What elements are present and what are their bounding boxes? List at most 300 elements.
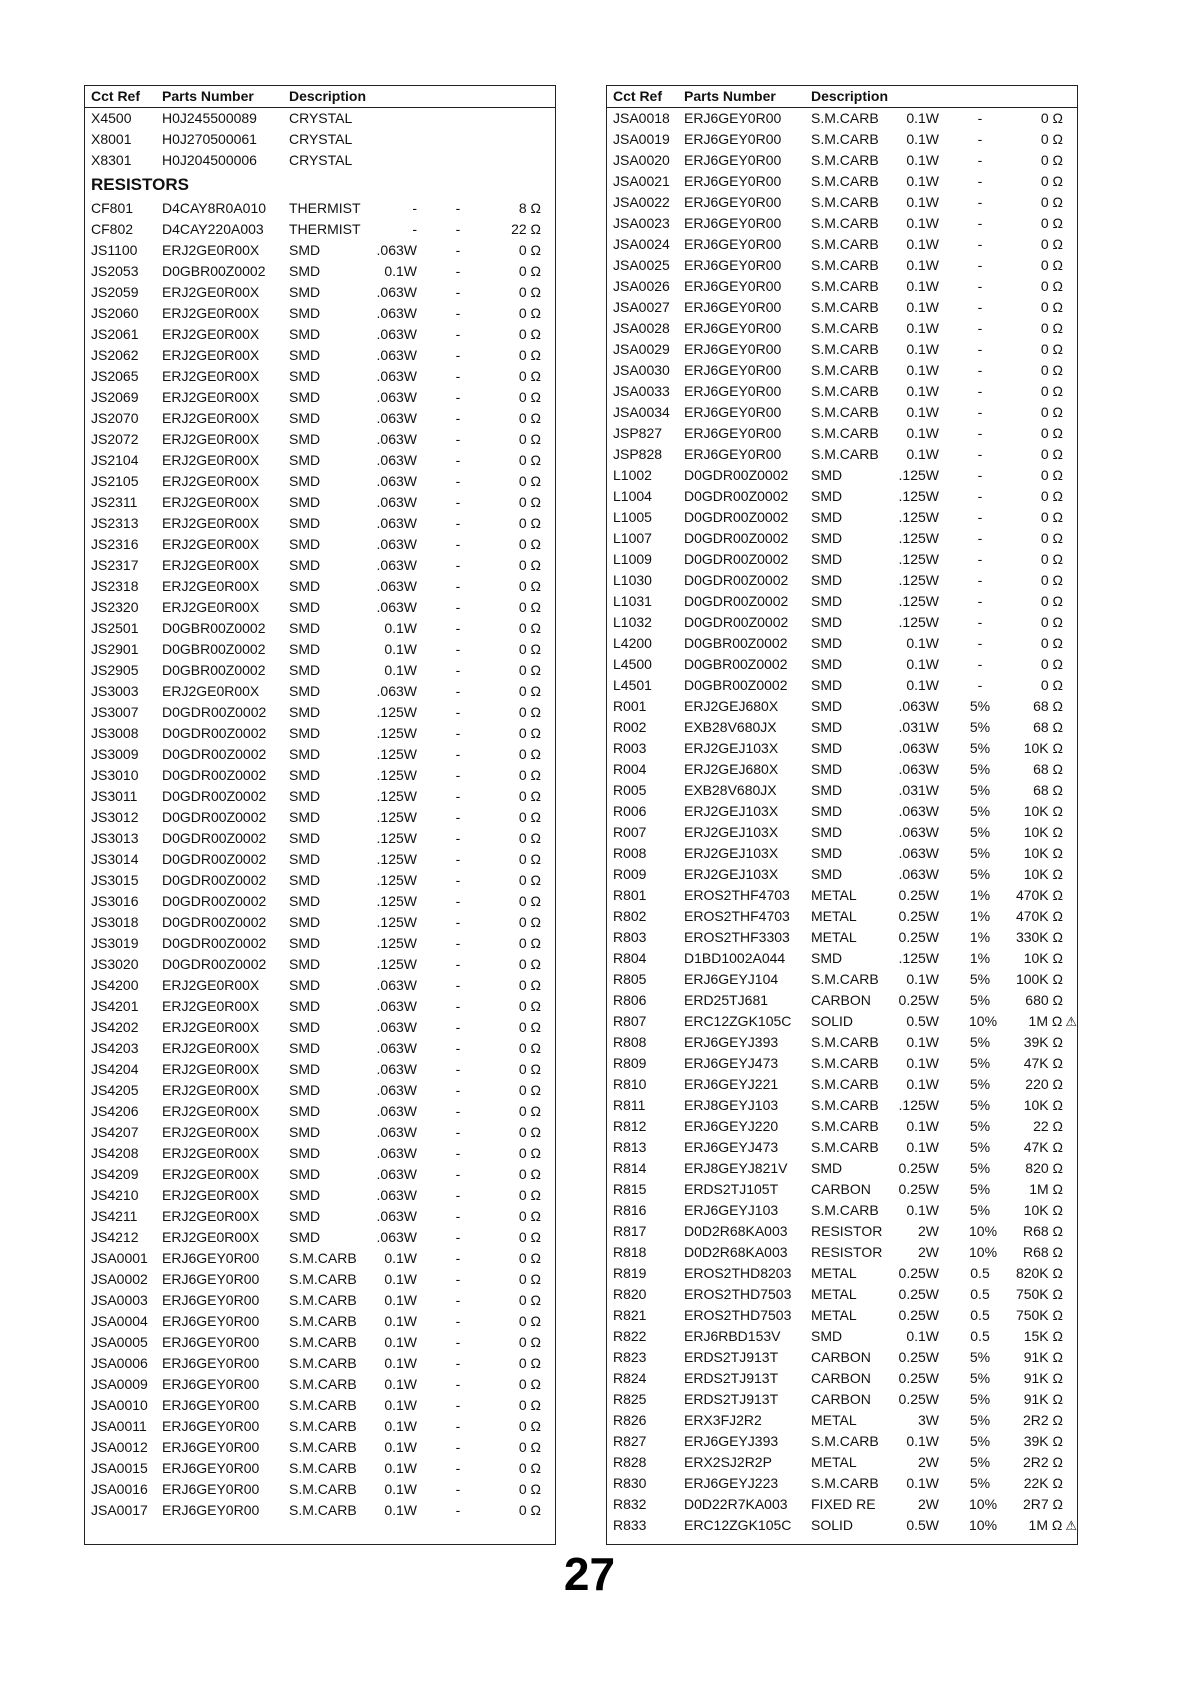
tolerance-cell: - xyxy=(455,1229,461,1245)
table-row xyxy=(607,1494,1077,1515)
tolerance-cell: - xyxy=(455,1082,461,1098)
description-cell: SMD xyxy=(289,998,321,1014)
value-cell: 0 Ω xyxy=(518,1313,541,1329)
wattage-cell: 3W xyxy=(918,1412,939,1428)
description-cell: S.M.CARB xyxy=(811,1433,879,1449)
value-text: 1M Ω xyxy=(1028,1517,1063,1533)
wattage-cell: .125W xyxy=(898,551,939,567)
description-cell: S.M.CARB xyxy=(811,1118,879,1134)
value-cell: 0 Ω xyxy=(518,620,541,636)
description-cell: SMD xyxy=(289,473,321,489)
cct-ref-cell: L1004 xyxy=(613,488,652,504)
parts-number-cell: EXB28V680JX xyxy=(684,782,777,798)
wattage-cell: 0.25W xyxy=(898,1265,939,1281)
description-cell: SMD xyxy=(811,845,843,861)
tolerance-cell: - xyxy=(455,1103,461,1119)
cct-ref-cell: JSA0003 xyxy=(91,1292,148,1308)
cct-ref-cell: R812 xyxy=(613,1118,647,1134)
parts-number-cell: ERJ2GE0R00X xyxy=(162,599,260,615)
parts-number-cell: ERJ6GEY0R00 xyxy=(684,278,782,294)
value-cell: 39K Ω xyxy=(1023,1034,1063,1050)
description-cell: SMD xyxy=(289,746,321,762)
tolerance-cell: 5% xyxy=(969,1139,991,1155)
cct-ref-cell: R830 xyxy=(613,1475,647,1491)
tolerance-cell: - xyxy=(455,893,461,909)
wattage-cell: .125W xyxy=(376,788,417,804)
wattage-cell: .063W xyxy=(376,1166,417,1182)
wattage-cell: 0.1W xyxy=(906,971,939,987)
wattage-cell: .063W xyxy=(376,242,417,258)
cct-ref-cell: JS4201 xyxy=(91,998,139,1014)
value-cell: 0 Ω xyxy=(518,284,541,300)
parts-number-cell: ERJ6GEY0R00 xyxy=(684,425,782,441)
cct-ref-cell: JSA0016 xyxy=(91,1481,148,1497)
wattage-cell: .125W xyxy=(376,830,417,846)
tolerance-cell: 5% xyxy=(969,1433,991,1449)
value-cell: 0 Ω xyxy=(518,1250,541,1266)
tolerance-cell: - xyxy=(455,683,461,699)
parts-number-cell: ERJ2GE0R00X xyxy=(162,368,260,384)
table-row xyxy=(85,576,555,597)
wattage-cell: .063W xyxy=(376,977,417,993)
tolerance-cell: - xyxy=(455,1313,461,1329)
parts-number-cell: H0J245500089 xyxy=(162,110,257,126)
table-row xyxy=(85,1311,555,1332)
left-parts-table xyxy=(84,85,556,1545)
value-cell: 0 Ω xyxy=(1040,257,1063,273)
description-cell: S.M.CARB xyxy=(811,1055,879,1071)
cct-ref-cell: R824 xyxy=(613,1370,647,1386)
parts-number-cell: D0GDR00Z0002 xyxy=(684,593,789,609)
description-cell: S.M.CARB xyxy=(289,1334,357,1350)
cct-ref-cell: JSA0004 xyxy=(91,1313,148,1329)
wattage-cell: .125W xyxy=(898,530,939,546)
value-cell: 22 Ω xyxy=(511,221,541,237)
parts-number-cell: ERJ6GEYJ221 xyxy=(684,1076,779,1092)
value-cell: 0 Ω xyxy=(518,1334,541,1350)
cct-ref-cell: R815 xyxy=(613,1181,647,1197)
table-row xyxy=(85,870,555,891)
table-row xyxy=(85,555,555,576)
parts-number-cell: D0GDR00Z0002 xyxy=(162,893,267,909)
tolerance-cell: - xyxy=(455,305,461,321)
tolerance-cell: 5% xyxy=(969,1055,991,1071)
value-cell: 0 Ω xyxy=(518,1208,541,1224)
parts-number-cell: D0GDR00Z0002 xyxy=(162,725,267,741)
value-cell: 22K Ω xyxy=(1023,1475,1063,1491)
value-cell: 0 Ω xyxy=(518,515,541,531)
description-cell: SMD xyxy=(289,1124,321,1140)
value-cell: 220 Ω xyxy=(1025,1076,1063,1092)
tolerance-cell: 5% xyxy=(969,1034,991,1050)
tolerance-cell: 5% xyxy=(969,719,991,735)
wattage-cell: .063W xyxy=(376,1208,417,1224)
value-cell: 0 Ω xyxy=(1040,194,1063,210)
tolerance-cell: - xyxy=(977,425,983,441)
table-row xyxy=(607,129,1077,150)
parts-number-cell: D0D2R68KA003 xyxy=(684,1223,788,1239)
parts-number-cell: D0GDR00Z0002 xyxy=(684,488,789,504)
parts-number-cell: ERJ6GEY0R00 xyxy=(684,194,782,210)
table-row xyxy=(607,717,1077,738)
parts-number-cell: ERJ2GE0R00X xyxy=(162,1124,260,1140)
description-cell: SMD xyxy=(811,635,843,651)
cct-ref-cell: JSA0021 xyxy=(613,173,670,189)
cct-ref-cell: JS2320 xyxy=(91,599,139,615)
header-cct-ref: Cct Ref xyxy=(91,88,141,104)
description-cell: S.M.CARB xyxy=(289,1502,357,1518)
cct-ref-cell: JSA0009 xyxy=(91,1376,148,1392)
description-cell: S.M.CARB xyxy=(811,404,879,420)
value-cell: 0 Ω xyxy=(518,1397,541,1413)
cct-ref-cell: R820 xyxy=(613,1286,647,1302)
tolerance-cell: - xyxy=(455,347,461,363)
cct-ref-cell: R817 xyxy=(613,1223,647,1239)
tolerance-cell: - xyxy=(455,263,461,279)
value-cell: 0 Ω xyxy=(1040,530,1063,546)
tolerance-cell: - xyxy=(455,599,461,615)
description-cell: SMD xyxy=(811,1328,843,1344)
cct-ref-cell: R827 xyxy=(613,1433,647,1449)
table-row xyxy=(85,1101,555,1122)
parts-number-cell: ERJ6GEY0R00 xyxy=(684,299,782,315)
parts-number-cell: ERJ6GEYJ220 xyxy=(684,1118,779,1134)
table-row xyxy=(607,402,1077,423)
description-cell: SOLID xyxy=(811,1517,854,1533)
value-cell: 10K Ω xyxy=(1023,950,1063,966)
description-cell: SOLID xyxy=(811,1013,854,1029)
table-row xyxy=(607,108,1077,129)
tolerance-cell: 5% xyxy=(969,1160,991,1176)
parts-number-cell: ERJ2GE0R00X xyxy=(162,515,260,531)
cct-ref-cell: R806 xyxy=(613,992,647,1008)
header-cct-ref: Cct Ref xyxy=(613,88,663,104)
description-cell: SMD xyxy=(811,803,843,819)
value-cell: 0 Ω xyxy=(518,1103,541,1119)
tolerance-cell: - xyxy=(455,956,461,972)
tolerance-cell: 10% xyxy=(969,1517,998,1533)
table-row xyxy=(85,1227,555,1248)
tolerance-cell: - xyxy=(455,767,461,783)
table-row xyxy=(607,591,1077,612)
wattage-cell: .125W xyxy=(376,704,417,720)
tolerance-cell: - xyxy=(977,362,983,378)
cct-ref-cell: JS2061 xyxy=(91,326,139,342)
description-cell: SMD xyxy=(289,1166,321,1182)
tolerance-cell: 10% xyxy=(969,1223,998,1239)
cct-ref-cell: JS4210 xyxy=(91,1187,139,1203)
wattage-cell: 0.1W xyxy=(384,662,417,678)
table-row xyxy=(85,513,555,534)
value-cell: 0 Ω xyxy=(518,830,541,846)
value-cell: 0 Ω xyxy=(518,662,541,678)
tolerance-cell: 0.5 xyxy=(970,1265,990,1281)
wattage-cell: 0.1W xyxy=(384,1439,417,1455)
cct-ref-cell: X8301 xyxy=(91,152,132,168)
tolerance-cell: - xyxy=(455,1502,461,1518)
value-cell: 750K Ω xyxy=(1015,1307,1063,1323)
wattage-cell: .125W xyxy=(898,467,939,483)
value-cell: 470K Ω xyxy=(1015,887,1063,903)
description-cell: S.M.CARB xyxy=(811,1076,879,1092)
tolerance-cell: - xyxy=(455,1355,461,1371)
tolerance-cell: - xyxy=(455,788,461,804)
wattage-cell: .063W xyxy=(376,473,417,489)
parts-number-cell: H0J204500006 xyxy=(162,152,257,168)
parts-number-cell: ERDS2TJ913T xyxy=(684,1391,779,1407)
wattage-cell: .125W xyxy=(898,614,939,630)
value-cell: 47K Ω xyxy=(1023,1055,1063,1071)
parts-number-cell: ERJ2GE0R00X xyxy=(162,536,260,552)
table-row xyxy=(607,423,1077,444)
wattage-cell: .125W xyxy=(898,572,939,588)
table-row xyxy=(607,1221,1077,1242)
cct-ref-cell: JSA0024 xyxy=(613,236,670,252)
parts-number-cell: D1BD1002A044 xyxy=(684,950,786,966)
description-cell: S.M.CARB xyxy=(811,383,879,399)
description-cell: METAL xyxy=(811,1454,857,1470)
parts-number-cell: ERJ6GEY0R00 xyxy=(684,446,782,462)
parts-number-cell: EROS2THD7503 xyxy=(684,1307,792,1323)
wattage-cell: 0.1W xyxy=(384,1481,417,1497)
table-row xyxy=(85,198,555,219)
value-cell: 1M Ω xyxy=(1029,1181,1063,1197)
value-cell: 680 Ω xyxy=(1025,992,1063,1008)
parts-number-cell: D0GDR00Z0002 xyxy=(684,530,789,546)
wattage-cell: .063W xyxy=(376,536,417,552)
description-cell: SMD xyxy=(811,761,843,777)
value-cell: R68 Ω xyxy=(1022,1223,1063,1239)
table-row xyxy=(85,303,555,324)
description-cell: S.M.CARB xyxy=(811,236,879,252)
page-number: 27 xyxy=(563,1548,616,1600)
tolerance-cell: - xyxy=(455,1187,461,1203)
cct-ref-cell: JS4202 xyxy=(91,1019,139,1035)
table-row xyxy=(607,1242,1077,1263)
wattage-cell: .063W xyxy=(376,683,417,699)
wattage-cell: 0.1W xyxy=(384,1271,417,1287)
table-row xyxy=(85,765,555,786)
description-cell: SMD xyxy=(811,866,843,882)
table-row xyxy=(607,1158,1077,1179)
tolerance-cell: 0.5 xyxy=(970,1307,990,1323)
table-row xyxy=(85,912,555,933)
parts-number-cell: ERDS2TJ105T xyxy=(684,1181,779,1197)
tolerance-cell: 1% xyxy=(969,950,991,966)
parts-number-cell: ERJ2GE0R00X xyxy=(162,347,260,363)
wattage-cell: .125W xyxy=(376,746,417,762)
cct-ref-cell: L1031 xyxy=(613,593,652,609)
value-cell: 0 Ω xyxy=(518,935,541,951)
value-cell: 0 Ω xyxy=(518,1502,541,1518)
cct-ref-cell: JS2060 xyxy=(91,305,139,321)
tolerance-cell: - xyxy=(977,110,983,126)
table-row xyxy=(607,234,1077,255)
description-cell: SMD xyxy=(811,719,843,735)
parts-number-cell: D0GBR00Z0002 xyxy=(684,656,788,672)
description-cell: SMD xyxy=(289,599,321,615)
description-cell: S.M.CARB xyxy=(289,1250,357,1266)
tolerance-cell: - xyxy=(455,284,461,300)
cct-ref-cell: JSA0029 xyxy=(613,341,670,357)
wattage-cell: .063W xyxy=(376,452,417,468)
table-row xyxy=(85,150,555,171)
table-row xyxy=(607,822,1077,843)
table-row xyxy=(85,681,555,702)
parts-number-cell: ERJ6GEYJ104 xyxy=(684,971,779,987)
description-cell: S.M.CARB xyxy=(811,1034,879,1050)
description-cell: CRYSTAL xyxy=(289,131,353,147)
table-row xyxy=(607,675,1077,696)
parts-number-cell: ERC12ZGK105C xyxy=(684,1517,792,1533)
description-cell: SMD xyxy=(289,662,321,678)
tolerance-cell: - xyxy=(455,452,461,468)
tolerance-cell: 10% xyxy=(969,1244,998,1260)
parts-number-cell: D0GDR00Z0002 xyxy=(684,572,789,588)
value-cell: 0 Ω xyxy=(518,578,541,594)
table-row xyxy=(85,408,555,429)
tolerance-cell: - xyxy=(455,1418,461,1434)
wattage-cell: 0.1W xyxy=(906,1139,939,1155)
description-cell: S.M.CARB xyxy=(811,173,879,189)
description-cell: SMD xyxy=(289,893,321,909)
table-row xyxy=(85,1290,555,1311)
tolerance-cell: - xyxy=(455,641,461,657)
table-row xyxy=(85,891,555,912)
table-row xyxy=(607,1200,1077,1221)
parts-number-cell: ERJ2GEJ103X xyxy=(684,740,779,756)
tolerance-cell: 5% xyxy=(969,1454,991,1470)
parts-number-cell: ERJ2GE0R00X xyxy=(162,389,260,405)
wattage-cell: 0.25W xyxy=(898,1307,939,1323)
value-cell: 470K Ω xyxy=(1015,908,1063,924)
value-cell: 91K Ω xyxy=(1023,1349,1063,1365)
wattage-cell: 0.25W xyxy=(898,1370,939,1386)
cct-ref-cell: JS2069 xyxy=(91,389,139,405)
cct-ref-cell: JS3018 xyxy=(91,914,139,930)
value-text: 1M Ω xyxy=(1028,1013,1063,1029)
cct-ref-cell: JSA0033 xyxy=(613,383,670,399)
wattage-cell: 0.25W xyxy=(898,1349,939,1365)
cct-ref-cell: JS2316 xyxy=(91,536,139,552)
description-cell: SMD xyxy=(289,1229,321,1245)
wattage-cell: 0.1W xyxy=(906,1076,939,1092)
table-row xyxy=(85,744,555,765)
parts-number-cell: EXB28V680JX xyxy=(684,719,777,735)
parts-number-cell: EROS2THF4703 xyxy=(684,908,790,924)
description-cell: CRYSTAL xyxy=(289,152,353,168)
tolerance-cell: - xyxy=(455,809,461,825)
cct-ref-cell: JSA0019 xyxy=(613,131,670,147)
description-cell: SMD xyxy=(811,467,843,483)
parts-number-cell: ERJ2GEJ680X xyxy=(684,761,779,777)
value-cell: 10K Ω xyxy=(1023,1202,1063,1218)
description-cell: S.M.CARB xyxy=(811,194,879,210)
table-row xyxy=(85,429,555,450)
parts-number-cell: ERJ6GEY0R00 xyxy=(162,1439,260,1455)
value-cell: 0 Ω xyxy=(518,1376,541,1392)
tolerance-cell: - xyxy=(977,215,983,231)
tolerance-cell: - xyxy=(455,431,461,447)
value-cell: 0 Ω xyxy=(1040,278,1063,294)
wattage-cell: 0.1W xyxy=(384,1502,417,1518)
tolerance-cell: - xyxy=(455,977,461,993)
description-cell: S.M.CARB xyxy=(289,1439,357,1455)
description-cell: SMD xyxy=(289,431,321,447)
cct-ref-cell: L4500 xyxy=(613,656,652,672)
table-row xyxy=(85,1374,555,1395)
wattage-cell: 2W xyxy=(918,1244,939,1260)
cct-ref-cell: JS4207 xyxy=(91,1124,139,1140)
wattage-cell: .063W xyxy=(376,347,417,363)
table-row xyxy=(607,528,1077,549)
value-cell: 10K Ω xyxy=(1023,845,1063,861)
parts-number-cell: D0GDR00Z0002 xyxy=(162,746,267,762)
table-row xyxy=(607,633,1077,654)
tolerance-cell: - xyxy=(977,320,983,336)
wattage-cell: .063W xyxy=(898,803,939,819)
value-cell: 0 Ω xyxy=(518,263,541,279)
parts-number-cell: ERX3FJ2R2 xyxy=(684,1412,762,1428)
description-cell: SMD xyxy=(289,851,321,867)
parts-number-cell: D0GDR00Z0002 xyxy=(162,956,267,972)
description-cell: S.M.CARB xyxy=(811,215,879,231)
table-row xyxy=(85,1038,555,1059)
tolerance-cell: 10% xyxy=(969,1496,998,1512)
table-row xyxy=(85,849,555,870)
parts-number-cell: ERJ6GEY0R00 xyxy=(684,257,782,273)
description-cell: S.M.CARB xyxy=(289,1376,357,1392)
tolerance-cell: - xyxy=(977,383,983,399)
table-row xyxy=(85,954,555,975)
parts-number-cell: D0D2R68KA003 xyxy=(684,1244,788,1260)
parts-number-cell: D0GBR00Z0002 xyxy=(684,677,788,693)
parts-number-cell: ERJ2GE0R00X xyxy=(162,1208,260,1224)
parts-number-cell: ERJ6GEY0R00 xyxy=(162,1292,260,1308)
value-cell: R68 Ω xyxy=(1022,1244,1063,1260)
table-row xyxy=(607,255,1077,276)
description-cell: S.M.CARB xyxy=(811,320,879,336)
parts-number-cell: ERJ2GE0R00X xyxy=(162,284,260,300)
wattage-cell: .125W xyxy=(376,725,417,741)
parts-number-cell: ERJ6GEY0R00 xyxy=(162,1502,260,1518)
tolerance-cell: 5% xyxy=(969,740,991,756)
table-row xyxy=(85,618,555,639)
section-heading xyxy=(85,171,555,198)
description-cell: SMD xyxy=(289,347,321,363)
value-cell: 10K Ω xyxy=(1023,824,1063,840)
cct-ref-cell: JS2059 xyxy=(91,284,139,300)
value-cell: 0 Ω xyxy=(1040,341,1063,357)
wattage-cell: .063W xyxy=(376,1061,417,1077)
wattage-cell: 0.1W xyxy=(906,635,939,651)
table-row xyxy=(607,549,1077,570)
description-cell: SMD xyxy=(811,824,843,840)
wattage-cell: .063W xyxy=(376,494,417,510)
table-row xyxy=(607,1305,1077,1326)
value-cell: 0 Ω xyxy=(518,368,541,384)
description-cell: SMD xyxy=(289,809,321,825)
description-cell: S.M.CARB xyxy=(811,278,879,294)
value-cell: 0 Ω xyxy=(518,1355,541,1371)
value-cell: 0 Ω xyxy=(518,725,541,741)
tolerance-cell: - xyxy=(455,872,461,888)
value-cell: 68 Ω xyxy=(1033,698,1063,714)
value-cell: 0 Ω xyxy=(1040,404,1063,420)
cct-ref-cell: JSA0026 xyxy=(613,278,670,294)
cct-ref-cell: R001 xyxy=(613,698,647,714)
cct-ref-cell: L1002 xyxy=(613,467,652,483)
